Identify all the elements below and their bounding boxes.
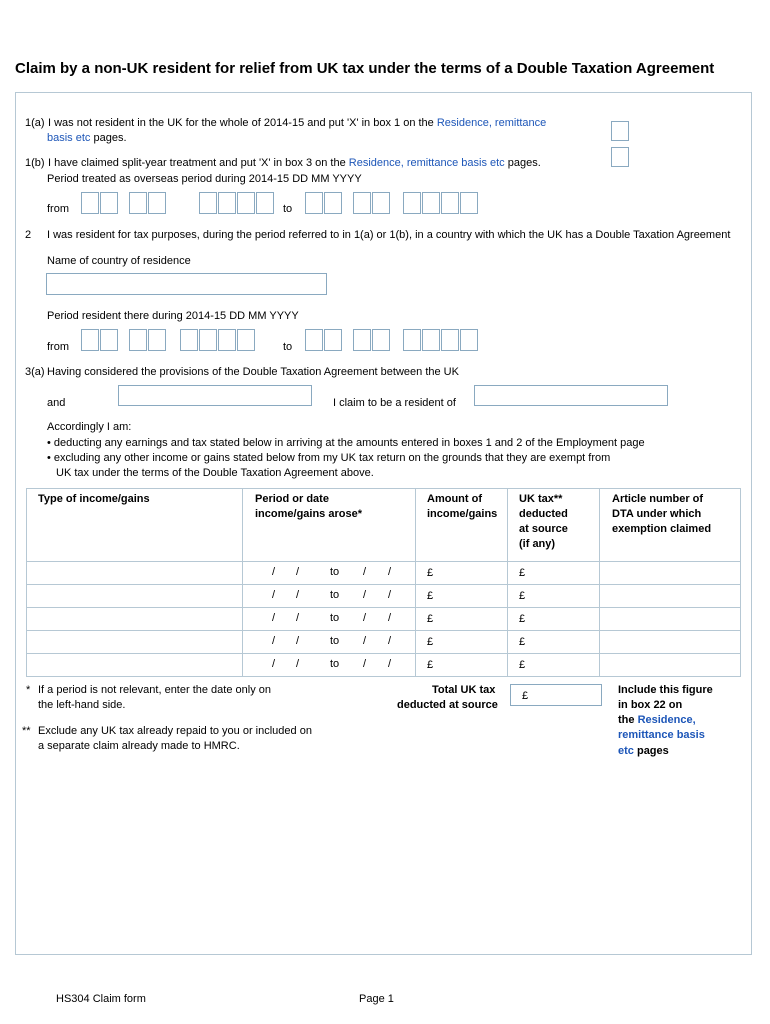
- period-to-slash-2: /: [388, 612, 392, 624]
- amount-cell[interactable]: [416, 585, 508, 608]
- income-type-cell[interactable]: [27, 654, 243, 677]
- uk-tax-currency: £: [519, 613, 526, 625]
- period-from-slash-2: /: [296, 658, 300, 670]
- period-from-slash-2: /: [296, 612, 300, 624]
- q1b-to-year-1[interactable]: [403, 192, 421, 214]
- footnote-2-line2: a separate claim already made to HMRC.: [38, 740, 240, 752]
- period-to-slash-1: /: [363, 566, 367, 578]
- q1b-to-month-2[interactable]: [372, 192, 390, 214]
- accordingly-bullet-2-cont: UK tax under the terms of the Double Taxation Agreement above.: [56, 467, 374, 479]
- period-from-slash-2: /: [296, 589, 300, 601]
- period-to-label: to: [330, 589, 340, 601]
- uk-tax-cell[interactable]: [508, 562, 600, 585]
- total-note-the: the: [618, 714, 635, 726]
- amount-cell[interactable]: [416, 631, 508, 654]
- q1b-to-label: to: [283, 203, 293, 215]
- amount-currency: £: [427, 613, 434, 625]
- income-type-cell[interactable]: [27, 608, 243, 631]
- period-to-slash-2: /: [388, 589, 392, 601]
- q2-number: 2: [25, 229, 32, 241]
- article-number-cell[interactable]: [600, 562, 741, 585]
- income-table-header: [27, 489, 741, 562]
- q1b-period-label: Period treated as overseas period during 2014-15 DD MM YYYY: [47, 173, 362, 185]
- q1b-from-month-2[interactable]: [148, 192, 166, 214]
- q2-to-year-2[interactable]: [422, 329, 440, 351]
- basis-etc-link[interactable]: basis etc: [47, 132, 91, 144]
- q1b-from-year-4[interactable]: [256, 192, 274, 214]
- q1b-from-month-1[interactable]: [129, 192, 147, 214]
- table-row: [27, 608, 741, 631]
- dta-country-input[interactable]: [118, 385, 312, 406]
- q1b-from-year-2[interactable]: [218, 192, 236, 214]
- period-from-slash-2: /: [296, 635, 300, 647]
- uk-tax-cell[interactable]: [508, 631, 600, 654]
- col-amount-label-2: income/gains: [427, 508, 498, 520]
- total-uk-tax-input[interactable]: [510, 684, 602, 706]
- q1a-text: [48, 117, 546, 129]
- q2-from-label: from: [47, 341, 69, 353]
- q1b-to-day-1[interactable]: [305, 192, 323, 214]
- table-row: [27, 631, 741, 654]
- footer-page-number: Page 1: [359, 993, 394, 1005]
- q2-to-day-2[interactable]: [324, 329, 342, 351]
- col-amount-label-1: Amount of: [427, 493, 482, 505]
- amount-currency: £: [427, 659, 434, 671]
- q1a-checkbox[interactable]: [611, 121, 629, 141]
- income-type-cell[interactable]: [27, 585, 243, 608]
- article-number-cell[interactable]: [600, 654, 741, 677]
- q1b-to-day-2[interactable]: [324, 192, 342, 214]
- period-to-slash-1: /: [363, 658, 367, 670]
- period-to-slash-1: /: [363, 612, 367, 624]
- col-uktax-label-4: (if any): [519, 538, 556, 550]
- accordingly-bullet-1: • deducting any earnings and tax stated below in arriving at the amounts entered in boxes 1 and 2 of the Employment page: [47, 437, 645, 449]
- amount-currency: £: [427, 590, 434, 602]
- period-to-slash-2: /: [388, 658, 392, 670]
- col-period-label-2: income/gains arose*: [255, 508, 362, 520]
- period-from-slash-1: /: [272, 566, 276, 578]
- q2-from-year-1[interactable]: [180, 329, 198, 351]
- uk-tax-currency: £: [519, 590, 526, 602]
- col-uktax-header: [508, 489, 600, 562]
- q2-from-day-2[interactable]: [100, 329, 118, 351]
- q1b-number: 1(b): [25, 157, 45, 169]
- col-uktax-label-2: deducted: [519, 508, 568, 520]
- col-article-label-1: Article number of: [612, 493, 704, 505]
- q1a-number: 1(a): [25, 117, 45, 129]
- table-row: [27, 654, 741, 677]
- income-table-body: [27, 562, 741, 677]
- q2-from-day-1[interactable]: [81, 329, 99, 351]
- q2-country-label: Name of country of residence: [47, 255, 191, 267]
- period-from-slash-1: /: [272, 658, 276, 670]
- q1b-from-year-3[interactable]: [237, 192, 255, 214]
- q2-to-month-1[interactable]: [353, 329, 371, 351]
- q3a-text: Having considered the provisions of the Double Taxation Agreement between the UK: [47, 366, 459, 378]
- residence-link[interactable]: Residence, remittance: [436, 117, 547, 129]
- period-to-slash-1: /: [363, 589, 367, 601]
- col-uktax-label-1: UK tax**: [519, 493, 563, 505]
- period-to-label: to: [330, 612, 340, 624]
- col-period-header: [243, 489, 416, 562]
- period-to-label: to: [330, 635, 340, 647]
- amount-currency: £: [427, 636, 434, 648]
- uk-tax-cell[interactable]: [508, 585, 600, 608]
- total-note-etc-link[interactable]: etc: [618, 745, 634, 757]
- accordingly-label: Accordingly I am:: [47, 421, 132, 433]
- q2-from-month-2[interactable]: [148, 329, 166, 351]
- period-from-slash-1: /: [272, 635, 276, 647]
- q2-to-year-3[interactable]: [441, 329, 459, 351]
- period-cell[interactable]: [243, 562, 416, 585]
- period-cell[interactable]: [243, 608, 416, 631]
- uk-tax-cell[interactable]: [508, 608, 600, 631]
- q1b-text: [48, 157, 541, 169]
- country-of-residence-input[interactable]: [46, 273, 327, 295]
- period-from-slash-1: /: [272, 589, 276, 601]
- col-period-label-1: Period or date: [255, 493, 329, 505]
- col-article-label-3: exemption claimed: [612, 523, 712, 535]
- q2-period-label: Period resident there during 2014-15 DD MM YYYY: [47, 310, 299, 322]
- q2-to-year-1[interactable]: [403, 329, 421, 351]
- accordingly-bullet-2: • excluding any other income or gains stated below from my UK tax return on the grounds that they are exempt from: [47, 452, 611, 464]
- q1b-from-label: from: [47, 203, 69, 215]
- q1b-to-year-4[interactable]: [460, 192, 478, 214]
- q3a-claim-label: I claim to be a resident of: [333, 397, 456, 409]
- q1b-to-year-3[interactable]: [441, 192, 459, 214]
- col-type-label: Type of income/gains: [38, 493, 150, 505]
- q2-to-day-1[interactable]: [305, 329, 323, 351]
- footer-form-name: HS304 Claim form: [56, 993, 146, 1005]
- q2-to-month-2[interactable]: [372, 329, 390, 351]
- q2-text: I was resident for tax purposes, during the period referred to in 1(a) or 1(b), in a country with which the UK has a Double Taxation Agreement: [47, 229, 731, 241]
- total-note-pages: pages: [636, 745, 669, 757]
- q1a-text-line2: [47, 132, 127, 144]
- q1b-from-day-2[interactable]: [100, 192, 118, 214]
- q3a-number: 3(a): [25, 366, 45, 378]
- article-number-cell[interactable]: [600, 608, 741, 631]
- q1b-to-year-2[interactable]: [422, 192, 440, 214]
- total-note-1: Include this figure: [618, 684, 713, 696]
- q2-from-year-4[interactable]: [237, 329, 255, 351]
- col-uktax-label-3: at source: [519, 523, 568, 535]
- total-note-2: in box 22 on: [618, 699, 683, 711]
- total-label-1: Total UK tax: [432, 684, 496, 696]
- total-note-3: [618, 714, 696, 726]
- q2-from-year-2[interactable]: [199, 329, 217, 351]
- q1b-text-main: I have claimed split-year treatment and put 'X' in box 3 on the: [48, 157, 346, 169]
- total-label-2: deducted at source: [397, 699, 498, 711]
- q3a-and-label: and: [47, 397, 66, 409]
- q2-to-label: to: [283, 341, 293, 353]
- period-from-slash-2: /: [296, 566, 300, 578]
- q1b-from-day-1[interactable]: [81, 192, 99, 214]
- total-note-remittance-link[interactable]: remittance basis: [618, 729, 705, 741]
- income-type-cell[interactable]: [27, 562, 243, 585]
- total-currency: £: [522, 690, 529, 702]
- table-row: [27, 562, 741, 585]
- income-table: [26, 488, 741, 677]
- footnote-1-mark: *: [26, 684, 31, 696]
- q1b-to-month-1[interactable]: [353, 192, 371, 214]
- period-from-slash-1: /: [272, 612, 276, 624]
- q1a-tail: pages.: [93, 132, 127, 144]
- q2-from-month-1[interactable]: [129, 329, 147, 351]
- col-article-header: [600, 489, 741, 562]
- period-to-slash-2: /: [388, 635, 392, 647]
- table-row: [27, 585, 741, 608]
- q2-to-year-4[interactable]: [460, 329, 478, 351]
- amount-cell[interactable]: [416, 562, 508, 585]
- uk-tax-cell[interactable]: [508, 654, 600, 677]
- uk-tax-currency: £: [519, 636, 526, 648]
- footnote-1-line1: If a period is not relevant, enter the date only on: [38, 684, 271, 696]
- q1b-checkbox[interactable]: [611, 147, 629, 167]
- article-number-cell[interactable]: [600, 585, 741, 608]
- footnote-2-mark: **: [22, 725, 31, 737]
- uk-tax-currency: £: [519, 567, 526, 579]
- period-cell[interactable]: [243, 631, 416, 654]
- footnote-2-line1: Exclude any UK tax already repaid to you or included on: [38, 725, 312, 737]
- income-type-cell[interactable]: [27, 631, 243, 654]
- period-to-label: to: [330, 566, 340, 578]
- uk-tax-currency: £: [519, 659, 526, 671]
- q1b-from-year-1[interactable]: [199, 192, 217, 214]
- amount-cell[interactable]: [416, 608, 508, 631]
- amount-currency: £: [427, 567, 434, 579]
- page-title: Claim by a non-UK resident for relief from UK tax under the terms of a Double Taxation Agreement: [15, 60, 715, 77]
- residence-remittance-link[interactable]: Residence, remittance basis etc: [348, 157, 505, 169]
- q1a-text-main: I was not resident in the UK for the whole of 2014-15 and put 'X' in box 1 on the: [48, 117, 434, 129]
- period-to-slash-1: /: [363, 635, 367, 647]
- total-note-5: [618, 745, 669, 757]
- amount-cell[interactable]: [416, 654, 508, 677]
- total-note-residence-link[interactable]: Residence,: [637, 714, 696, 726]
- resident-of-input[interactable]: [474, 385, 668, 406]
- footnote-1-line2: the left-hand side.: [38, 699, 126, 711]
- article-number-cell[interactable]: [600, 631, 741, 654]
- q1b-tail: pages.: [507, 157, 541, 169]
- q2-from-year-3[interactable]: [218, 329, 236, 351]
- period-cell[interactable]: [243, 654, 416, 677]
- period-to-slash-2: /: [388, 566, 392, 578]
- period-to-label: to: [330, 658, 340, 670]
- col-amount-header: [416, 489, 508, 562]
- period-cell[interactable]: [243, 585, 416, 608]
- col-type-header: [27, 489, 243, 562]
- col-article-label-2: DTA under which: [612, 508, 702, 520]
